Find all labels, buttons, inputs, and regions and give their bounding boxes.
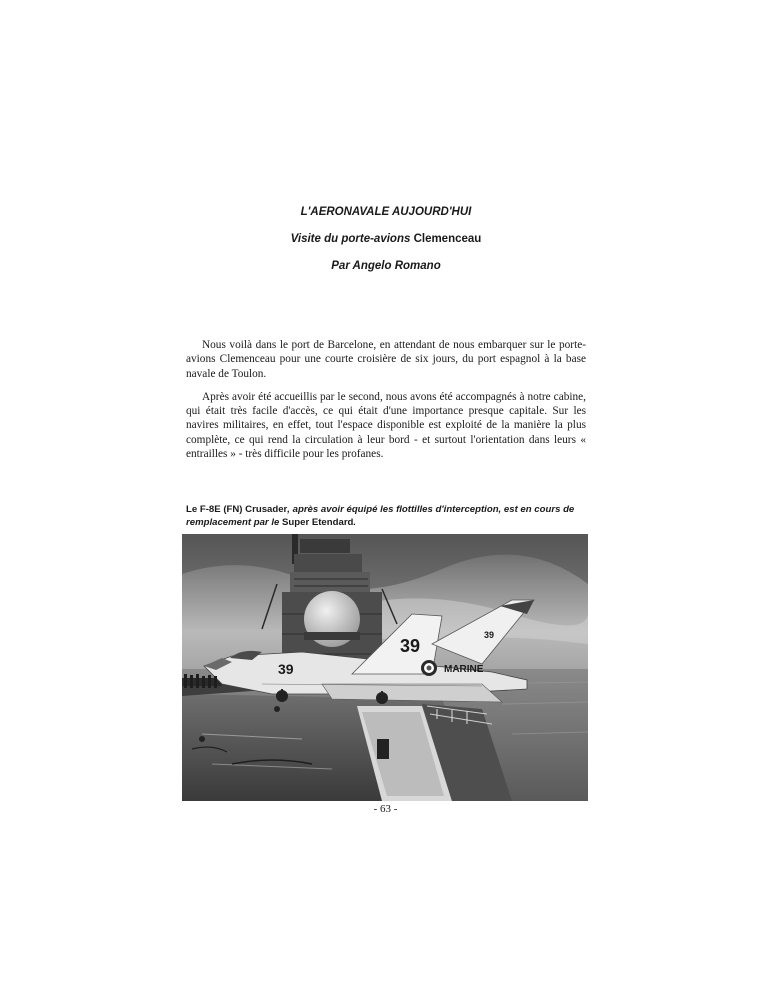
subtitle-prefix: Visite du porte-avions	[290, 233, 414, 245]
page-number: - 63 -	[373, 803, 398, 815]
caption-end: .	[353, 517, 357, 528]
caption-aircraft-type: Le F-8E (FN)	[186, 504, 246, 515]
photo-illustration	[182, 534, 588, 801]
article-body	[186, 338, 586, 470]
aircraft-number-tail: 39	[400, 636, 421, 656]
aircraft-number-fin: 39	[484, 630, 495, 640]
article-header	[186, 205, 586, 273]
article-subtitle	[186, 232, 586, 246]
figure-caption	[186, 503, 586, 529]
article-byline: Par Angelo Romano	[331, 260, 441, 272]
aircraft-number-nose: 39	[278, 661, 294, 677]
body-paragraph: Nous voilà dans le port de Barcelone, en attendant de nous embarquer sur le porte-avions Clemenceau pour une courte croisière de six jours, du port espagnol à la base navale de Toulon.	[186, 339, 586, 380]
aircraft-carrier-photo	[182, 534, 588, 801]
subtitle-ship-name: Clemenceau	[413, 233, 482, 245]
article-title: L'AERONAVALE AUJOURD'HUI	[300, 206, 472, 218]
caption-replacement-name: Super Etendard	[281, 517, 354, 528]
body-paragraph: Après avoir été accueillis par le second, nous avons été accompagnés à notre cabine, qui était très facile d'accès, ce qui était d'une importance presque capitale. Sur les navires militaires, en effet, tout l'espace disponible est exploité de la manière la plus complète, ce qui rend la circulation à leur bord - et surtout l'orientation dans leurs « entrailles » - très difficile pour les profanes.	[186, 390, 586, 461]
aircraft-marking: MARINE	[444, 664, 484, 675]
caption-text: , après avoir équipé les flottilles d'interception, est en cours de remplacement par le	[186, 504, 575, 528]
caption-aircraft-name: Crusader	[245, 504, 288, 515]
